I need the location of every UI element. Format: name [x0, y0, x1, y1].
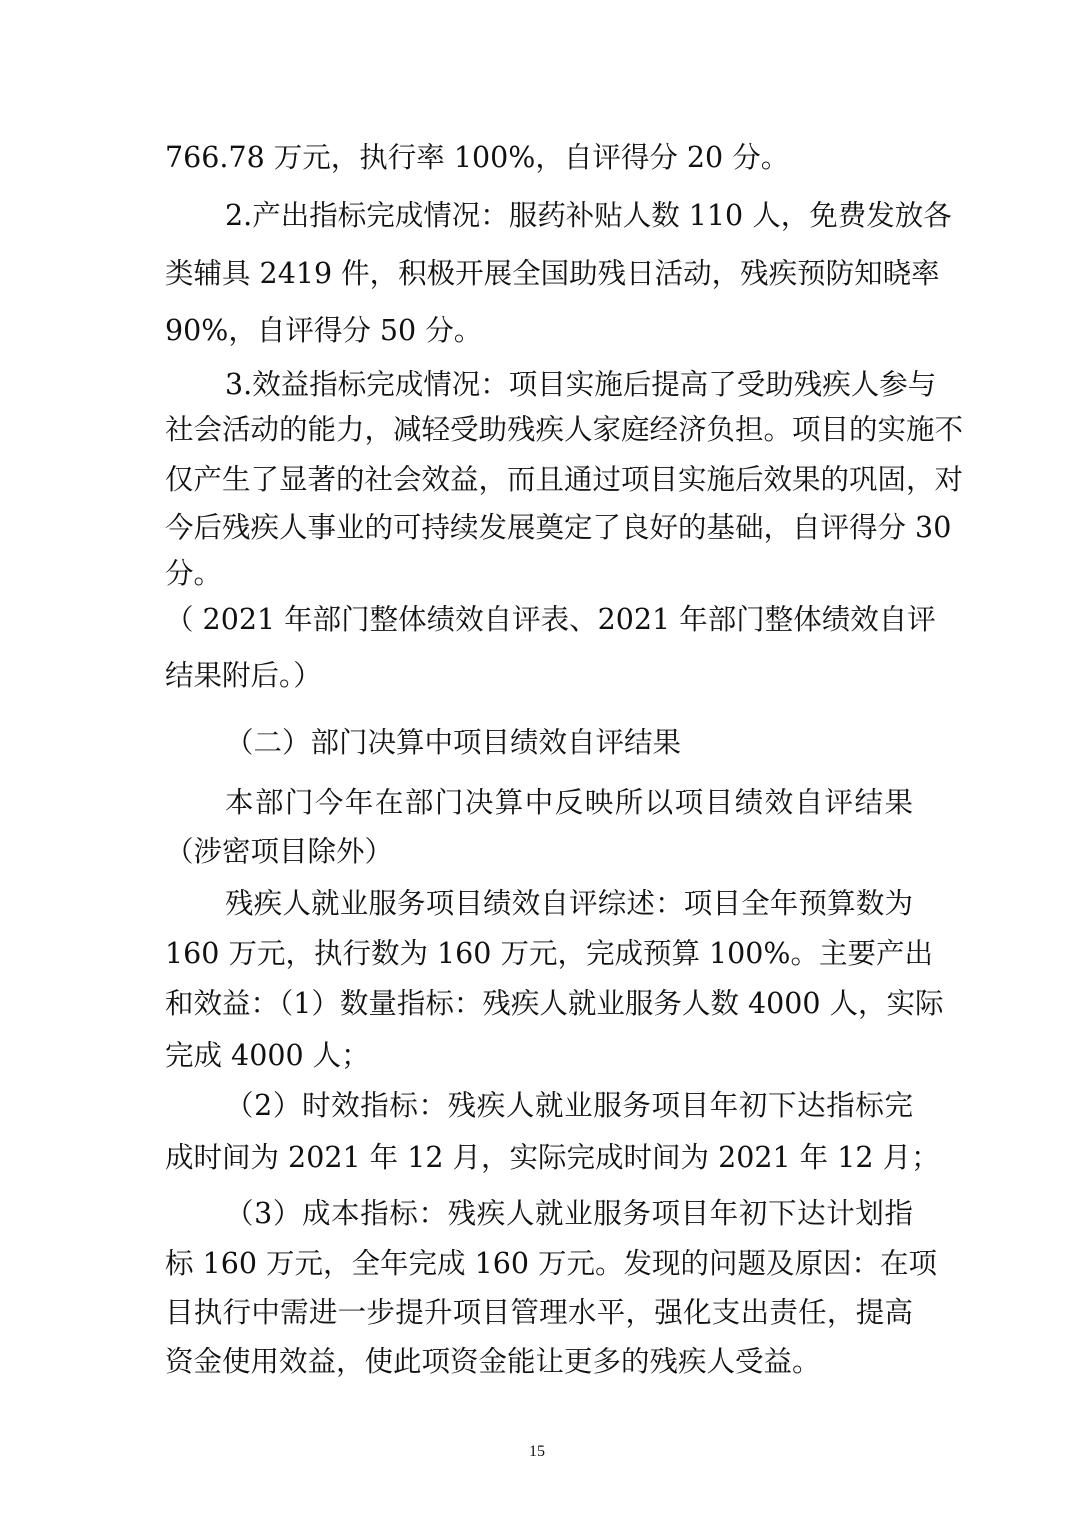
paragraph-line: 本部门今年在部门决算中反映所以项目绩效自评结果: [225, 786, 913, 819]
paragraph-line: 标 160 万元，全年完成 160 万元。发现的问题及原因：在项: [165, 1247, 938, 1280]
paragraph-line: 仅产生了显著的社会效益，而且通过项目实施后效果的巩固，对: [165, 463, 964, 496]
paragraph-line: 分。: [165, 557, 223, 590]
paragraph-line: 目执行中需进一步提升项目管理水平，强化支出责任，提高: [165, 1296, 913, 1329]
page-number: 15: [529, 1443, 545, 1460]
paragraph-line: 2.产出指标完成情况：服药补贴人数 110 人，免费发放各: [225, 199, 952, 232]
paragraph-line: 完成 4000 人；: [165, 1039, 370, 1072]
paragraph-line: （涉密项目除外）: [165, 835, 394, 868]
paragraph-line: 和效益：（1）数量指标：残疾人就业服务人数 4000 人，实际: [165, 987, 944, 1020]
paragraph-line: 90%，自评得分 50 分。: [165, 314, 483, 347]
paragraph-line: 3.效益指标完成情况：项目实施后提高了受助残疾人参与: [225, 368, 937, 401]
paragraph-line: （3）成本指标：残疾人就业服务项目年初下达计划指: [225, 1197, 913, 1230]
paragraph-line: 766.78 万元，执行率 100%，自评得分 20 分。: [165, 141, 790, 174]
paragraph-line: 今后残疾人事业的可持续发展奠定了良好的基础，自评得分 30: [165, 511, 952, 544]
paragraph-line: 成时间为 2021 年 12 月，实际完成时间为 2021 年 12 月；: [165, 1141, 940, 1174]
section-heading: （二）部门决算中项目绩效自评结果: [225, 726, 682, 759]
paragraph-line: 结果附后。）: [165, 659, 322, 692]
paragraph-line: （ 2021 年部门整体绩效自评表、2021 年部门整体绩效自评: [165, 603, 936, 636]
paragraph-line: 类辅具 2419 件，积极开展全国助残日活动，残疾预防知晓率: [165, 257, 940, 290]
paragraph-line: 残疾人就业服务项目绩效自评综述：项目全年预算数为: [225, 887, 913, 920]
paragraph-line: 社会活动的能力，减轻受助残疾人家庭经济负担。项目的实施不: [165, 413, 964, 446]
paragraph-line: 160 万元，执行数为 160 万元，完成预算 100%。主要产出: [165, 937, 934, 970]
paragraph-line: 资金使用效益，使此项资金能让更多的残疾人受益。: [165, 1345, 821, 1378]
paragraph-line: （2）时效指标：残疾人就业服务项目年初下达指标完: [225, 1089, 913, 1122]
